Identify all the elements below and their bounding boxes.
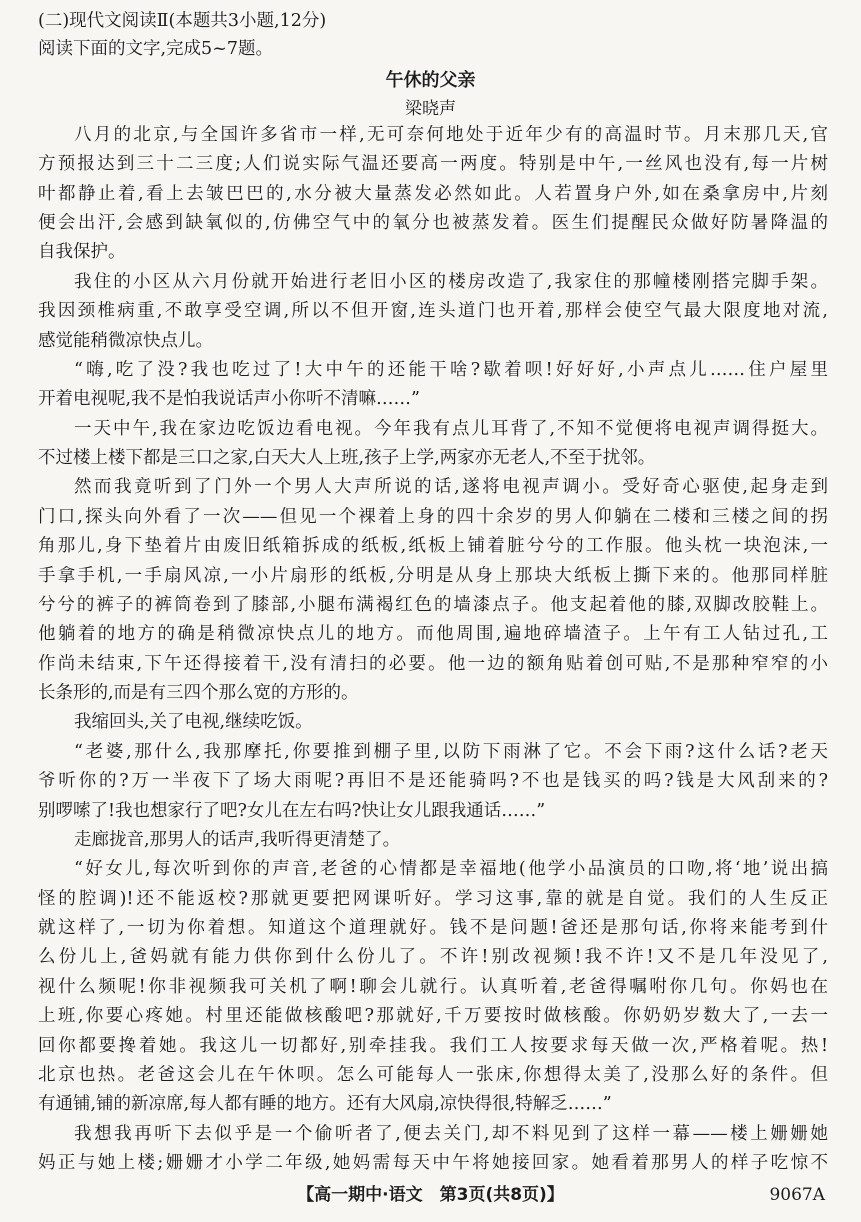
article-author: 梁晓声 — [405, 99, 456, 119]
text-line: 作尚未结束,下午还得接着干,没有清扫的必要。他一边的额角贴着创可贴,不是那种窄窄的小 — [38, 653, 828, 674]
text-line: 回你都要搀着她。我这儿一切都好,别牵挂我。我们工人按要求每天做一次,严格着呢。热! — [38, 1035, 828, 1056]
text-line: 兮兮的裤子的裤筒卷到了膝部,小腿布满褐红色的墙漆点子。他支起着他的膝,双脚改胶鞋上。 — [38, 594, 828, 615]
text-line: 妈正与她上楼;姗姗才小学二年级,她妈需每天中午将她接回家。她看着那男人的样子吃惊不 — [38, 1153, 828, 1173]
footer-code: 9067A — [769, 1185, 825, 1205]
text-line: 走廊拢音,那男人的话声,我听得更清楚了。 — [74, 829, 401, 850]
text-line: 叶都静止着,看上去皱巴巴的,水分被大量蒸发必然如此。人若置身户外,如在桑拿房中,片刻 — [38, 183, 828, 204]
text-line: 他躺着的地方的确是稍微凉快点儿的地方。而他周围,遍地碎墙渣子。上午有工人钻过孔,工 — [38, 624, 828, 645]
text-line: 方预报达到三十二三度;人们说实际气温还要高一两度。特别是中午,一丝风也没有,每一片树 — [38, 154, 828, 175]
text-line: 一天中午,我在家边吃饭边看电视。今年我有点儿耳背了,不知不觉便将电视声调得挺大。 — [74, 418, 828, 439]
text-line: 开着电视呢,我不是怕我说话声小你听不清嘛……” — [38, 389, 421, 410]
text-line: 自我保护。 — [38, 242, 126, 263]
text-line: 别啰嗦了!我也想家行了吧?女儿在左右吗?快让女儿跟我通话……” — [38, 800, 546, 821]
text-line: 我缩回头,关了电视,继续吃饭。 — [74, 712, 313, 733]
text-line: 便会出汗,会感到缺氧似的,仿佛空气中的氧分也被蒸发着。医生们提醒民众做好防暑降温的 — [38, 213, 828, 234]
article-title: 午休的父亲 — [385, 70, 476, 91]
text-line: 然而我竟听到了门外一个男人大声所说的话,遂将电视声调小。受好奇心驱使,起身走到 — [74, 477, 828, 498]
text-line: 手拿手机,一手扇风凉,一小片扇形的纸板,分明是从身上那块大纸板上撕下来的。他那同样脏 — [38, 565, 828, 586]
text-line: 感觉能稍微凉快点儿。 — [38, 330, 213, 351]
text-line: 北京也热。老爸这会儿在午休呗。怎么可能每人一张床,你想得太美了,没那么好的条件。但 — [38, 1064, 828, 1085]
text-line: 不过楼上楼下都是三口之家,白天大人上班,孩子上学,两家亦无老人,不至于扰邻。 — [38, 448, 656, 469]
text-line: “好女儿,每次听到你的声音,老爸的心情都是幸福地(他学小品演员的口吻,将‘地’说出搞 — [74, 859, 828, 880]
text-line: 长条形的,而是有三四个那么宽的方形的。 — [38, 683, 359, 704]
text-line: 我想我再听下去似乎是一个偷听者了,便去关门,却不料见到了这样一幕——楼上姗姗她 — [74, 1123, 828, 1144]
text-line: 上班,你要心疼她。村里还能做核酸吧?那就好,千万要按时做核酸。你奶奶岁数大了,一去一 — [38, 1006, 828, 1027]
text-line: 我因颈椎病重,不敢享受空调,所以不但开窗,连头道门也开着,那样会使空气最大限度地对流, — [38, 301, 828, 322]
section-header: (二)现代文阅读Ⅱ(本题共3小题,12分) — [38, 11, 327, 31]
text-line: “嗨,吃了没?我也吃过了!大中午的还能干啥?歇着呗!好好好,小声点儿……住户屋里 — [74, 359, 828, 380]
text-line: 爷听你的?万一半夜下了场大雨呢?再旧不是还能骑吗?不也是钱买的吗?钱是大风刮来的? — [38, 771, 828, 792]
text-line: 怪的腔调)!还不能返校?那就更要把网课听好。学习这事,靠的就是自觉。我们的人生反正 — [38, 888, 828, 909]
footer-page-info: 【高一期中·语文 第3页(共8页)】 — [297, 1185, 564, 1205]
text-line: 视什么频呢!你非视频我可关机了啊!聊会儿就行。认真听着,老爸得嘱咐你几句。你妈也在 — [38, 976, 828, 997]
instruction: 阅读下面的文字,完成5~7题。 — [38, 39, 273, 59]
text-line: 我住的小区从六月份就开始进行老旧小区的楼房改造了,我家住的那幢楼刚搭完脚手架。 — [74, 271, 828, 292]
text-line: 八月的北京,与全国许多省市一样,无可奈何地处于近年少有的高温时节。月末那几天,官 — [74, 125, 828, 145]
text-line: 有通铺,铺的新凉席,每人都有睡的地方。还有大风扇,凉快得很,特解乏……” — [38, 1094, 612, 1115]
text-line: 么份儿上,爸妈就有能力供你到什么份儿了。不许!别改视频!我不许!又不是几年没见了, — [38, 947, 828, 968]
text-line: “老婆,那什么,我那摩托,你要推到棚子里,以防下雨淋了它。不会下雨?这什么话?老天 — [74, 741, 828, 762]
text-line: 就这样了,一切为你着想。知道这个道理就好。钱不是问题!爸还是那句话,你将来能考到什 — [38, 918, 828, 939]
text-line: 角那儿,身下垫着片由废旧纸箱拆成的纸板,纸板上铺着脏兮兮的工作服。他头枕一块泡沫,一 — [38, 536, 828, 557]
text-line: 门口,探头向外看了一次——但见一个裸着上身的四十余岁的男人仰躺在二楼和三楼之间的拐 — [38, 506, 828, 527]
